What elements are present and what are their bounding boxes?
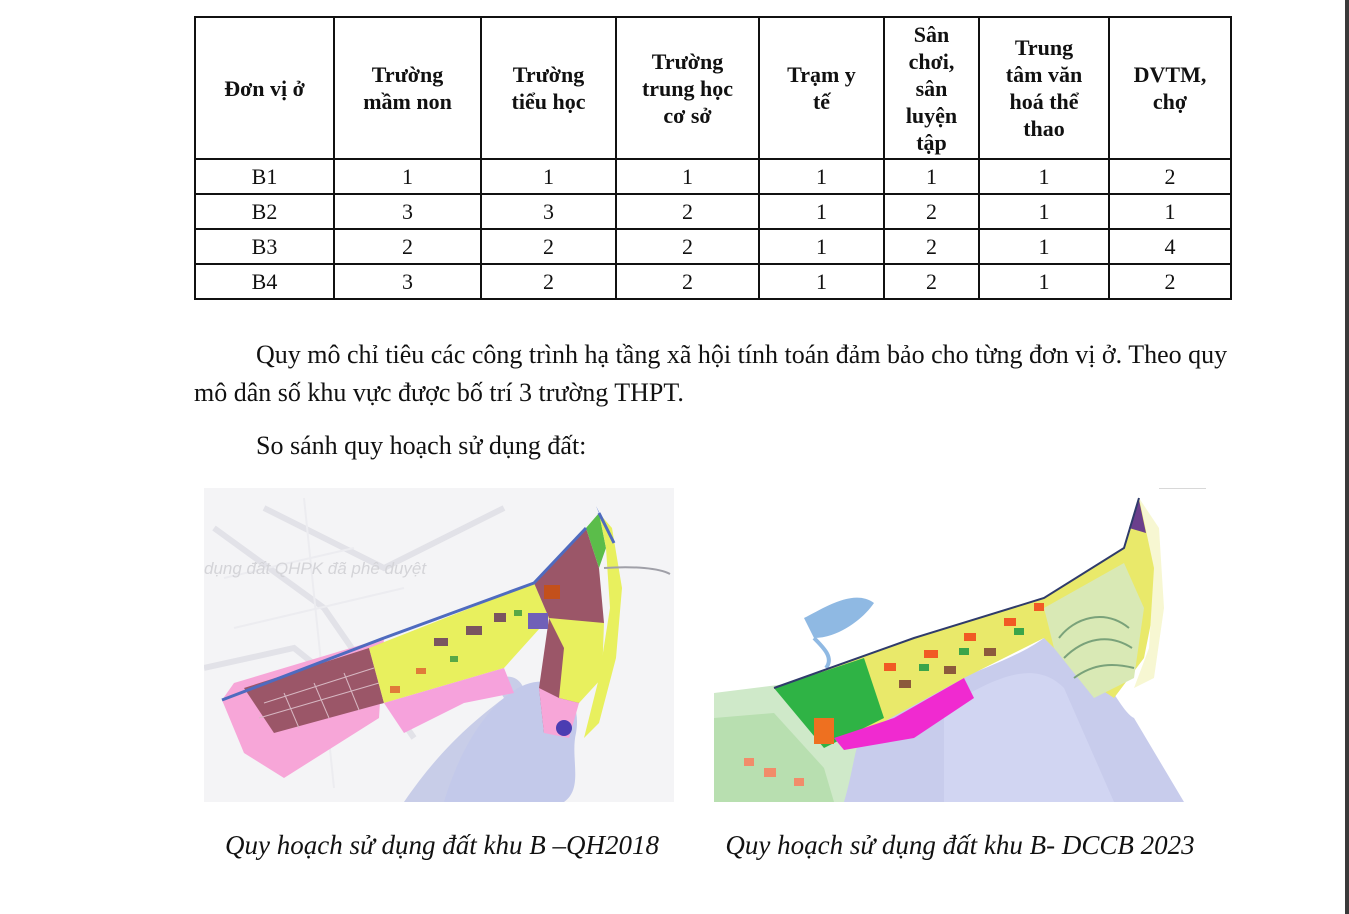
table-row <box>195 264 1231 299</box>
table-cell: 2 <box>1109 264 1231 299</box>
header-secondary-school: Trường trung học cơ sở <box>616 17 759 159</box>
table-cell: B3 <box>195 229 334 264</box>
table-cell: 1 <box>481 159 616 194</box>
table-cell: 1 <box>979 159 1109 194</box>
table-cell: 3 <box>334 264 481 299</box>
table-cell: 2 <box>334 229 481 264</box>
table-cell: 4 <box>1109 229 1231 264</box>
table-cell: 2 <box>481 229 616 264</box>
header-kindergarten: Trường mầm non <box>334 17 481 159</box>
table-cell: 2 <box>1109 159 1231 194</box>
land-use-map-2023 <box>714 488 1206 802</box>
table-cell: 1 <box>759 264 884 299</box>
table-cell: 1 <box>759 229 884 264</box>
table-cell: 2 <box>884 229 979 264</box>
table-row <box>195 159 1231 194</box>
page-right-edge <box>1345 0 1349 914</box>
table-cell: 2 <box>616 264 759 299</box>
caption-map-2018: Quy hoạch sử dụng đất khu B –QH2018 <box>225 830 659 860</box>
table-cell: 1 <box>334 159 481 194</box>
table-cell: 2 <box>481 264 616 299</box>
paragraph-infrastructure: Quy mô chỉ tiêu các công trình hạ tầng xã hội tính toán đảm bảo cho từng đơn vị ở. Theo quy mô dân số khu vực được bố trí 3 trường THPT. <box>194 340 1228 407</box>
table-cell: 1 <box>979 229 1109 264</box>
table-cell: B2 <box>195 194 334 229</box>
table-cell: 2 <box>616 229 759 264</box>
header-residential-unit: Đơn vị ở <box>195 17 334 159</box>
table-cell: 1 <box>979 194 1109 229</box>
header-playground: Sân chơi, sân luyện tập <box>884 17 979 159</box>
table-row <box>195 229 1231 264</box>
table-cell: 3 <box>334 194 481 229</box>
table-cell: 1 <box>759 159 884 194</box>
header-commerce-market: DVTM, chợ <box>1109 17 1231 159</box>
table-cell: B1 <box>195 159 334 194</box>
table-cell: 1 <box>979 264 1109 299</box>
table-cell: 1 <box>616 159 759 194</box>
paragraph-comparison-intro: So sánh quy hoạch sử dụng đất: <box>256 431 587 460</box>
facilities-table <box>194 16 1232 300</box>
table-cell: 2 <box>616 194 759 229</box>
table-cell: 1 <box>1109 194 1231 229</box>
table-row <box>195 194 1231 229</box>
watermark-text: dụng đất QHPK đã phê duyệt <box>204 559 427 578</box>
table-header-row <box>195 17 1231 159</box>
land-use-map-2018 <box>204 488 674 802</box>
table-cell: 3 <box>481 194 616 229</box>
header-primary-school: Trường tiểu học <box>481 17 616 159</box>
table-cell: 2 <box>884 194 979 229</box>
table-cell: B4 <box>195 264 334 299</box>
table-cell: 1 <box>759 194 884 229</box>
caption-map-2023: Quy hoạch sử dụng đất khu B- DCCB 2023 <box>725 830 1195 860</box>
table-cell: 2 <box>884 264 979 299</box>
header-health-station: Trạm y tế <box>759 17 884 159</box>
header-culture-sports-center: Trung tâm văn hoá thể thao <box>979 17 1109 159</box>
table-cell: 1 <box>884 159 979 194</box>
